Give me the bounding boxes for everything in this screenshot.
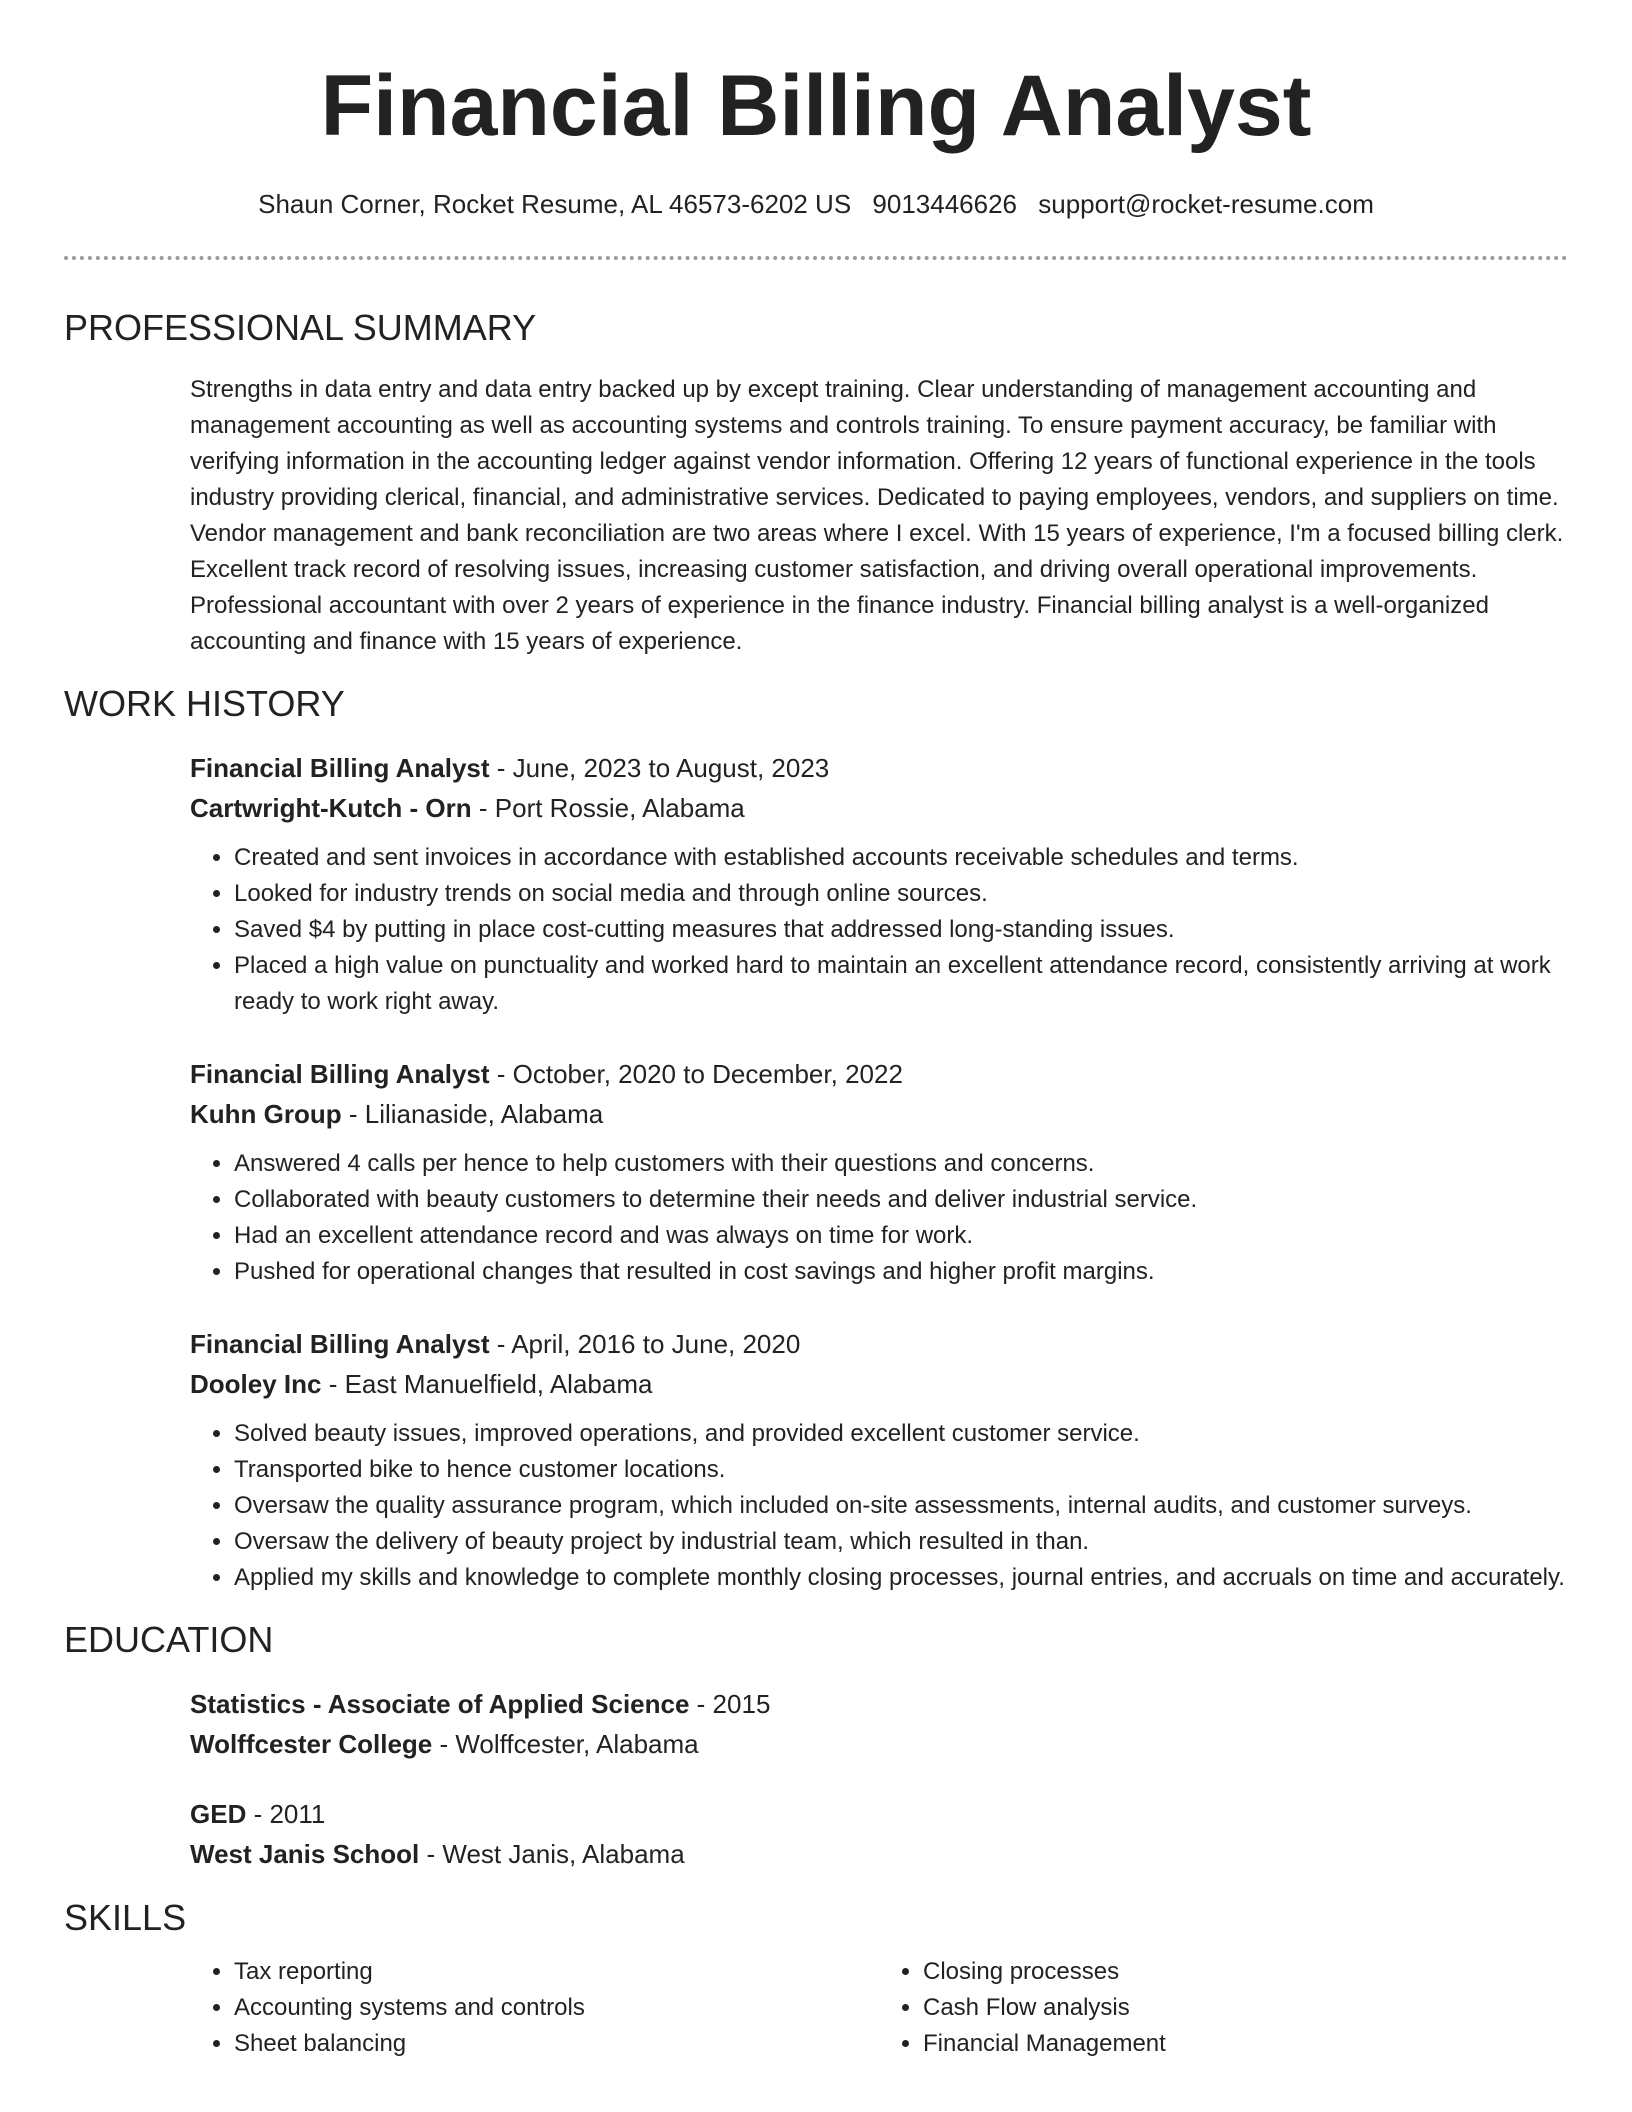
- contact-address: Shaun Corner, Rocket Resume, AL 46573-6202 US: [258, 189, 852, 219]
- job-company: Cartwright-Kutch - Orn: [190, 793, 472, 823]
- education-degree-line: [190, 1684, 1568, 1724]
- job-bullets: [190, 1146, 1568, 1290]
- education-degree: Statistics - Associate of Applied Science: [190, 1689, 690, 1719]
- contact-email: support@rocket-resume.com: [1038, 189, 1374, 219]
- skill-item: • Closing processes: [923, 1954, 1568, 1990]
- job-company-line: [190, 1094, 1568, 1134]
- job-role: Financial Billing Analyst: [190, 1059, 490, 1089]
- header-divider: [64, 256, 1568, 260]
- job-company-line: [190, 788, 1568, 828]
- work-history-heading: WORK HISTORY: [64, 683, 345, 724]
- education-school: West Janis School: [190, 1839, 420, 1869]
- job-title-line: [190, 748, 1568, 788]
- job-role: Financial Billing Analyst: [190, 1329, 490, 1359]
- job-bullet: • Collaborated with beauty customers to determine their needs and deliver industrial service.: [234, 1182, 1568, 1218]
- job-dates: - October, 2020 to December, 2022: [489, 1059, 903, 1089]
- education-entry: [190, 1684, 1568, 1764]
- skill-item: • Tax reporting: [234, 1954, 879, 1990]
- skills-heading: SKILLS: [64, 1897, 187, 1938]
- skills-columns: [190, 1954, 1568, 2062]
- job-bullet: • Applied my skills and knowledge to complete monthly closing processes, journal entries, and accruals on time and accurately.: [234, 1560, 1568, 1596]
- education-location: - Wolffcester, Alabama: [432, 1729, 699, 1759]
- resume-name: Financial Billing Analyst: [320, 58, 1312, 154]
- education-school-line: [190, 1724, 1568, 1764]
- skill-item: • Cash Flow analysis: [923, 1990, 1568, 2026]
- job-bullet: • Answered 4 calls per hence to help customers with their questions and concerns.: [234, 1146, 1568, 1182]
- education-school: Wolffcester College: [190, 1729, 433, 1759]
- skill-item: • Financial Management: [923, 2026, 1568, 2062]
- skill-item: • Accounting systems and controls: [234, 1990, 879, 2026]
- job-title-line: [190, 1324, 1568, 1364]
- job-location: - Port Rossie, Alabama: [471, 793, 745, 823]
- job-role: Financial Billing Analyst: [190, 753, 490, 783]
- education-degree: GED: [190, 1799, 247, 1829]
- education-heading: EDUCATION: [64, 1619, 274, 1660]
- education-entry: [190, 1794, 1568, 1874]
- education-school-line: [190, 1834, 1568, 1874]
- job-bullets: [190, 1416, 1568, 1596]
- work-history-section: [190, 748, 1568, 1596]
- education-year: - 2011: [246, 1799, 326, 1829]
- education-section: [190, 1684, 1568, 1874]
- education-degree-line: [190, 1794, 1568, 1834]
- job-bullet: • Pushed for operational changes that resulted in cost savings and higher profit margins.: [234, 1254, 1568, 1290]
- job-bullets: [190, 840, 1568, 1020]
- job-bullet: • Created and sent invoices in accordance with established accounts receivable schedules and terms.: [234, 840, 1568, 876]
- skills-section: [190, 1954, 1568, 2062]
- job-dates: - April, 2016 to June, 2020: [489, 1329, 801, 1359]
- job-location: - Lilianaside, Alabama: [341, 1099, 604, 1129]
- job-bullet: • Solved beauty issues, improved operations, and provided excellent customer service.: [234, 1416, 1568, 1452]
- job-entry: [190, 1324, 1568, 1596]
- job-bullet: • Saved $4 by putting in place cost-cutting measures that addressed long-standing issues.: [234, 912, 1568, 948]
- summary-section: [190, 372, 1568, 660]
- job-bullet: • Had an excellent attendance record and was always on time for work.: [234, 1218, 1568, 1254]
- job-dates: - June, 2023 to August, 2023: [489, 753, 830, 783]
- education-location: - West Janis, Alabama: [419, 1839, 685, 1869]
- skills-list-right: [879, 1954, 1568, 2062]
- summary-heading: PROFESSIONAL SUMMARY: [64, 307, 537, 348]
- job-company: Dooley Inc: [190, 1369, 322, 1399]
- job-bullet: • Placed a high value on punctuality and worked hard to maintain an excellent attendance record, consistently arriving at work ready to work right away.: [234, 948, 1568, 1020]
- job-entry: [190, 1054, 1568, 1290]
- job-bullet: • Looked for industry trends on social media and through online sources.: [234, 876, 1568, 912]
- job-company-line: [190, 1364, 1568, 1404]
- summary-text: Strengths in data entry and data entry backed up by except training. Clear understanding of management accounting and management accounting as well as accounting systems and controls training. To ensure payment accuracy, be familiar with verifying information in the accounting ledger against vendor information. Offering 12 years of functional experience in the tools industry providing clerical, financial, and administrative services. Dedicated to paying employees, vendors, and suppliers on time. Vendor management and bank reconciliation are two areas where I excel. With 15 years of experience, I'm a focused billing clerk. Excellent track record of resolving issues, increasing customer satisfaction, and driving overall operational improvements. Professional accountant with over 2 years of experience in the finance industry. Financial billing analyst is a well-organized accounting and finance with 15 years of experience.: [190, 376, 1564, 655]
- contact-phone: 9013446626: [872, 189, 1018, 219]
- job-company: Kuhn Group: [190, 1099, 342, 1129]
- job-bullet: • Transported bike to hence customer locations.: [234, 1452, 1568, 1488]
- skill-item: • Sheet balancing: [234, 2026, 879, 2062]
- job-location: - East Manuelfield, Alabama: [321, 1369, 653, 1399]
- contact-line: [64, 186, 1568, 222]
- job-bullet: • Oversaw the delivery of beauty project by industrial team, which resulted in than.: [234, 1524, 1568, 1560]
- education-year: - 2015: [689, 1689, 771, 1719]
- skills-list-left: [190, 1954, 879, 2062]
- job-entry: [190, 748, 1568, 1020]
- job-title-line: [190, 1054, 1568, 1094]
- job-bullet: • Oversaw the quality assurance program, which included on-site assessments, internal audits, and customer surveys.: [234, 1488, 1568, 1524]
